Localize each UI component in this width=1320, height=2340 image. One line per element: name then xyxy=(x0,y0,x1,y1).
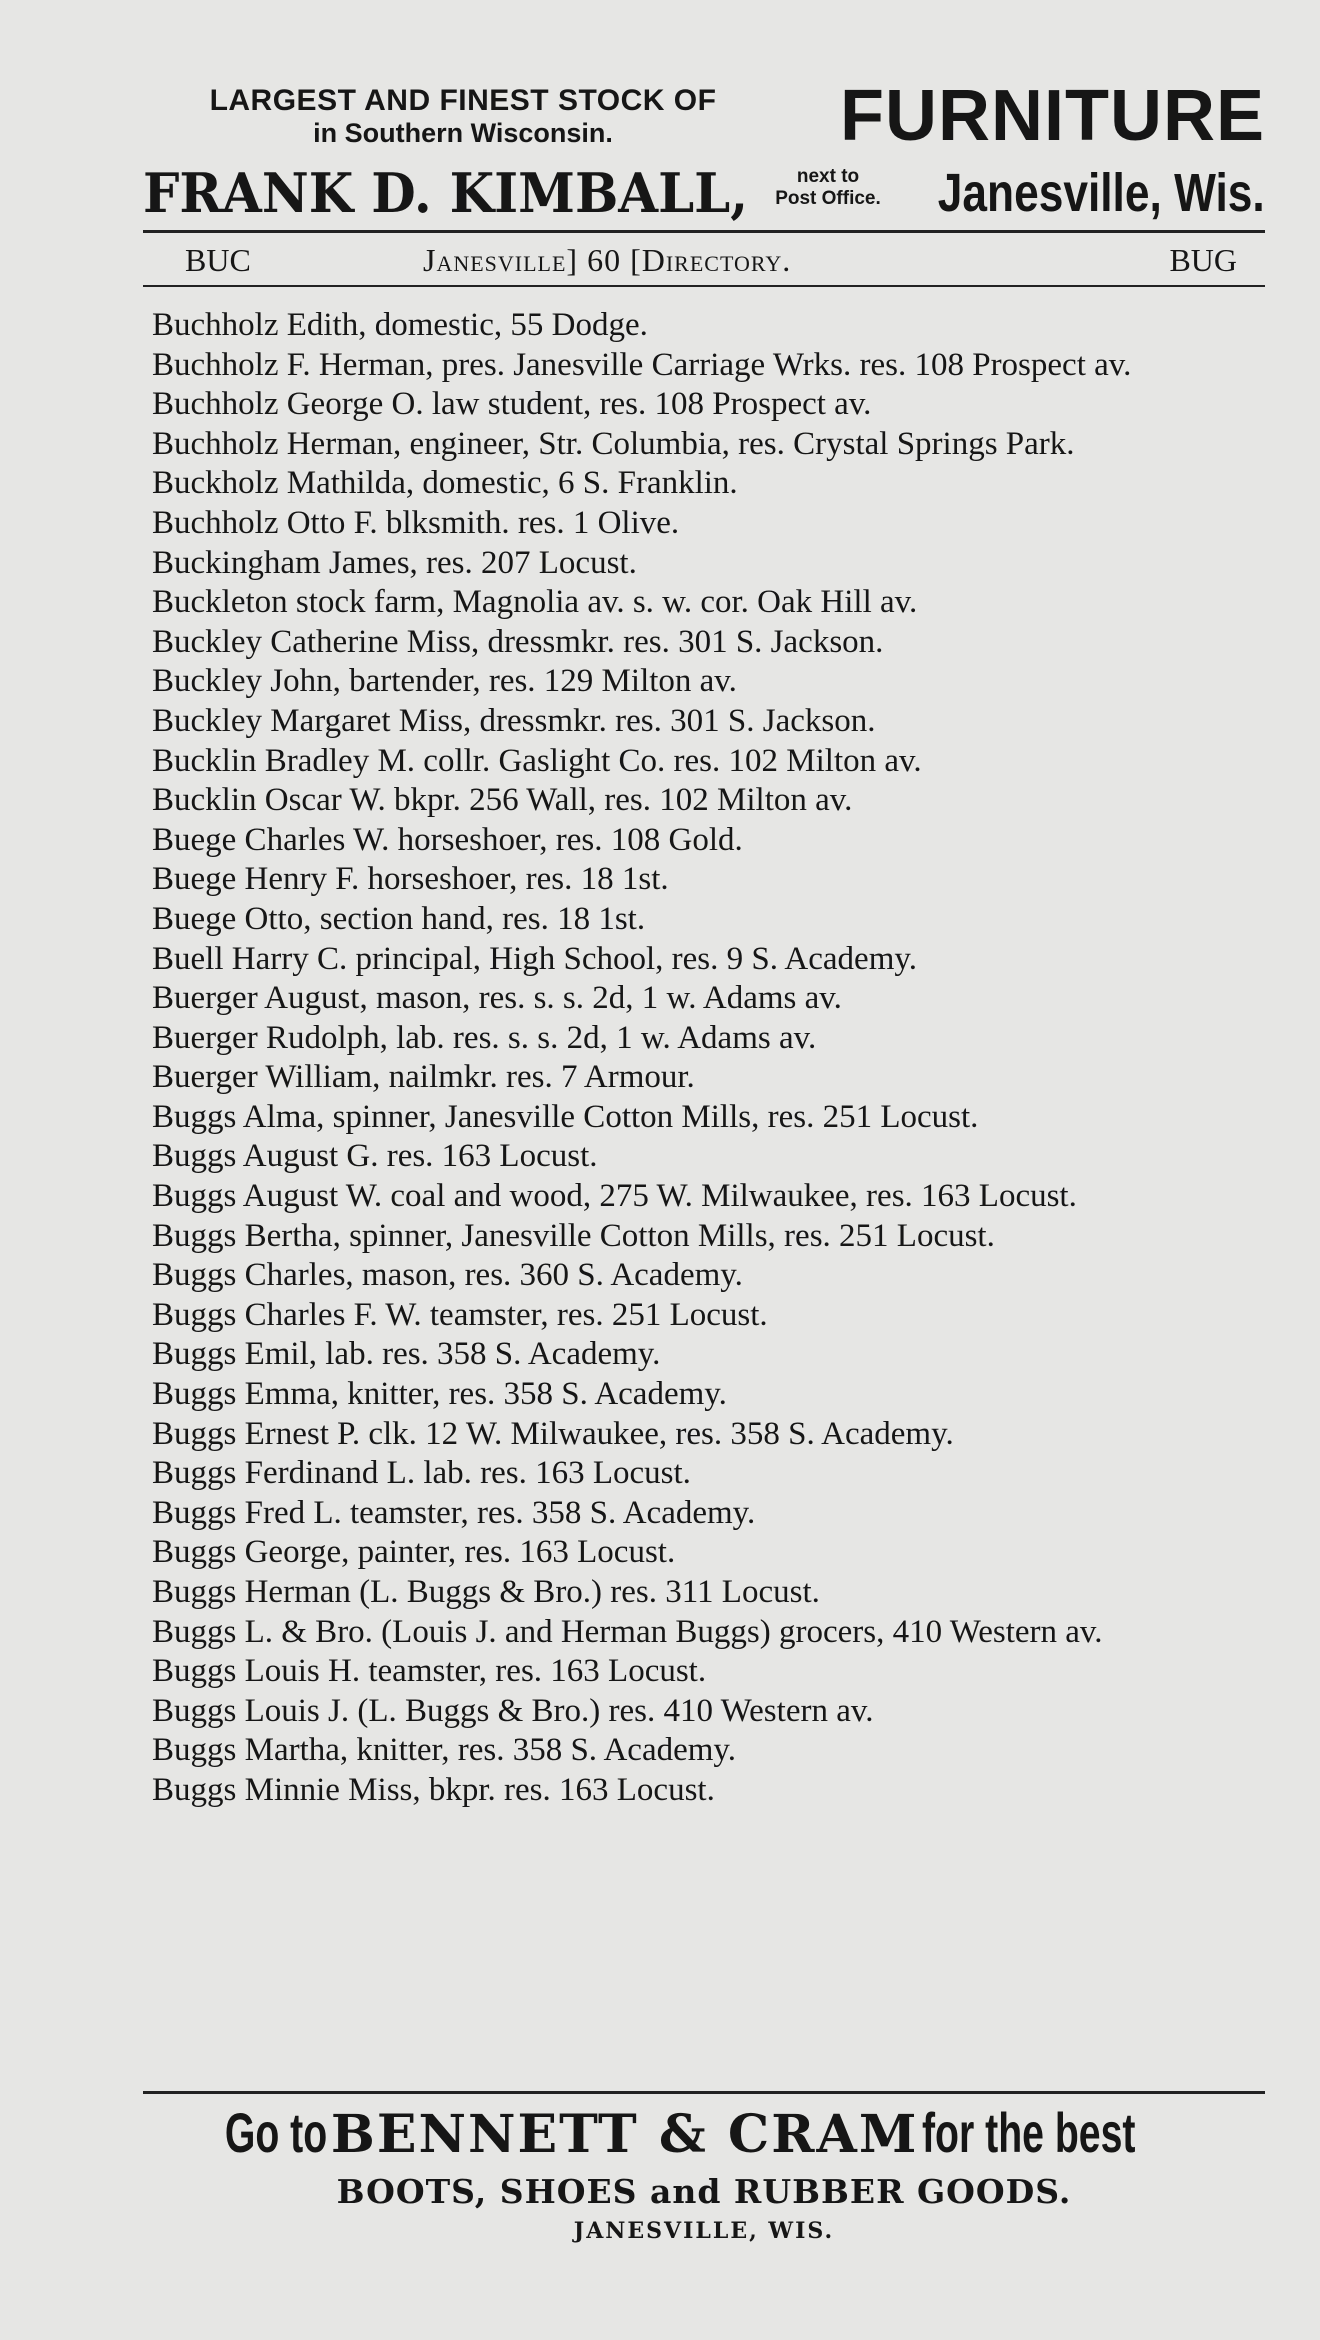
directory-entry: Buggs Louis H. teamster, res. 163 Locust. xyxy=(152,1653,707,1690)
directory-entry: Buell Harry C. principal, High School, res. 9 S. Academy. xyxy=(152,940,917,977)
directory-entry: Buggs George, painter, res. 163 Locust. xyxy=(152,1534,676,1571)
directory-entries xyxy=(152,306,1267,1811)
ad-location-line2: Post Office. xyxy=(775,188,881,209)
directory-entry: Buggs Alma, spinner, Janesville Cotton Mills, res. 251 Locust. xyxy=(152,1098,979,1135)
directory-entry: Buchholz Otto F. blksmith. res. 1 Olive. xyxy=(152,504,680,541)
ad-city: Janesville, Wis. xyxy=(938,163,1265,223)
directory-entry: Buerger William, nailmkr. res. 7 Armour. xyxy=(152,1059,695,1096)
directory-entry: Buchholz George O. law student, res. 108 Prospect av. xyxy=(152,386,872,423)
directory-entry: Buckholz Mathilda, domestic, 6 S. Franklin. xyxy=(152,465,738,502)
ad-trail: for the best xyxy=(922,2101,1136,2164)
furniture-advertisement xyxy=(143,78,1265,228)
directory-entry: Buchholz Edith, domestic, 55 Dodge. xyxy=(152,307,648,343)
directory-entry: Buchholz F. Herman, pres. Janesville Carriage Wrks. res. 108 Prospect av. xyxy=(152,346,1132,383)
ad-goods: BOOTS, SHOES and RUBBER GOODS. xyxy=(336,2172,1072,2211)
running-header xyxy=(143,238,1265,282)
header-rule-top xyxy=(143,230,1265,233)
directory-entry: Buggs Fred L. teamster, res. 358 S. Academy. xyxy=(152,1494,756,1531)
directory-entry: Buggs Ferdinand L. lab. res. 163 Locust. xyxy=(152,1455,691,1492)
directory-entry: Buggs Charles F. W. teamster, res. 251 Locust. xyxy=(152,1296,768,1333)
directory-entry: Buggs Martha, knitter, res. 358 S. Academy. xyxy=(152,1732,737,1769)
directory-entry: Buggs Emil, lab. res. 358 S. Academy. xyxy=(152,1336,661,1373)
ad-location-line1: next to xyxy=(796,166,860,187)
directory-entry: Buckleton stock farm, Magnolia av. s. w. cor. Oak Hill av. xyxy=(152,584,918,621)
directory-entry: Bucklin Oscar W. bkpr. 256 Wall, res. 102 Milton av. xyxy=(152,782,853,819)
directory-entry: Buege Otto, section hand, res. 18 1st. xyxy=(152,900,646,937)
ad-tagline-line1: LARGEST AND FINEST STOCK OF xyxy=(209,84,717,117)
directory-entry: Buckley John, bartender, res. 129 Milton av. xyxy=(152,663,737,700)
ad-tagline-line2: in Southern Wisconsin. xyxy=(313,118,613,148)
directory-entry: Buggs Ernest P. clk. 12 W. Milwaukee, res. 358 S. Academy. xyxy=(152,1415,954,1452)
directory-entry: Buggs Herman (L. Buggs & Bro.) res. 311 Locust. xyxy=(152,1574,820,1610)
directory-entry: Buggs Emma, knitter, res. 358 S. Academy. xyxy=(152,1376,727,1413)
header-right-key: BUG xyxy=(1169,242,1237,278)
directory-entry: Buggs Minnie Miss, bkpr. res. 163 Locust. xyxy=(152,1771,715,1808)
header-left-key: BUC xyxy=(185,242,251,278)
directory-entry: Buckley Margaret Miss, dressmkr. res. 301 S. Jackson. xyxy=(152,702,876,739)
directory-entry: Buggs Louis J. (L. Buggs & Bro.) res. 410 Western av. xyxy=(152,1692,874,1729)
ad-headline: FURNITURE xyxy=(840,76,1265,156)
directory-entry: Buckingham James, res. 207 Locust. xyxy=(152,544,637,581)
directory-entry: Buerger August, mason, res. s. s. 2d, 1 w. Adams av. xyxy=(152,980,842,1017)
directory-entry: Buege Charles W. horseshoer, res. 108 Gold. xyxy=(152,821,743,858)
directory-entry: Bucklin Bradley M. collr. Gaslight Co. res. 102 Milton av. xyxy=(152,742,922,779)
footer-rule xyxy=(143,2091,1265,2094)
header-rule-bottom xyxy=(143,285,1265,287)
ad-lead: Go to xyxy=(224,2101,327,2164)
directory-entry: Buege Henry F. horseshoer, res. 18 1st. xyxy=(152,861,669,898)
ad-city-footer: JANESVILLE, WIS. xyxy=(573,2218,835,2244)
directory-entry: Buggs August W. coal and wood, 275 W. Milwaukee, res. 163 Locust. xyxy=(152,1178,1077,1215)
directory-entry: Buerger Rudolph, lab. res. s. s. 2d, 1 w. Adams av. xyxy=(152,1019,817,1056)
ad-firm-name: BENNETT & CRAM xyxy=(330,2104,919,2165)
shoe-store-advertisement xyxy=(143,2098,1265,2258)
header-center: Janesville] 60 [Directory. xyxy=(423,242,792,278)
ad-location-note xyxy=(763,166,893,210)
ad-line1 xyxy=(143,2098,1265,2168)
directory-entry: Buggs L. & Bro. (Louis J. and Herman Buggs) grocers, 410 Western av. xyxy=(152,1613,1103,1650)
ad-merchant-name: FRANK D. KIMBALL, xyxy=(143,161,749,225)
directory-entry: Buggs August G. res. 163 Locust. xyxy=(152,1138,598,1175)
directory-entry: Buchholz Herman, engineer, Str. Columbia, res. Crystal Springs Park. xyxy=(152,425,1075,462)
directory-entry: Buckley Catherine Miss, dressmkr. res. 301 S. Jackson. xyxy=(152,623,884,660)
directory-entry: Buggs Charles, mason, res. 360 S. Academy. xyxy=(152,1257,743,1294)
directory-entry: Buggs Bertha, spinner, Janesville Cotton Mills, res. 251 Locust. xyxy=(152,1217,995,1254)
ad-tagline xyxy=(143,84,783,148)
